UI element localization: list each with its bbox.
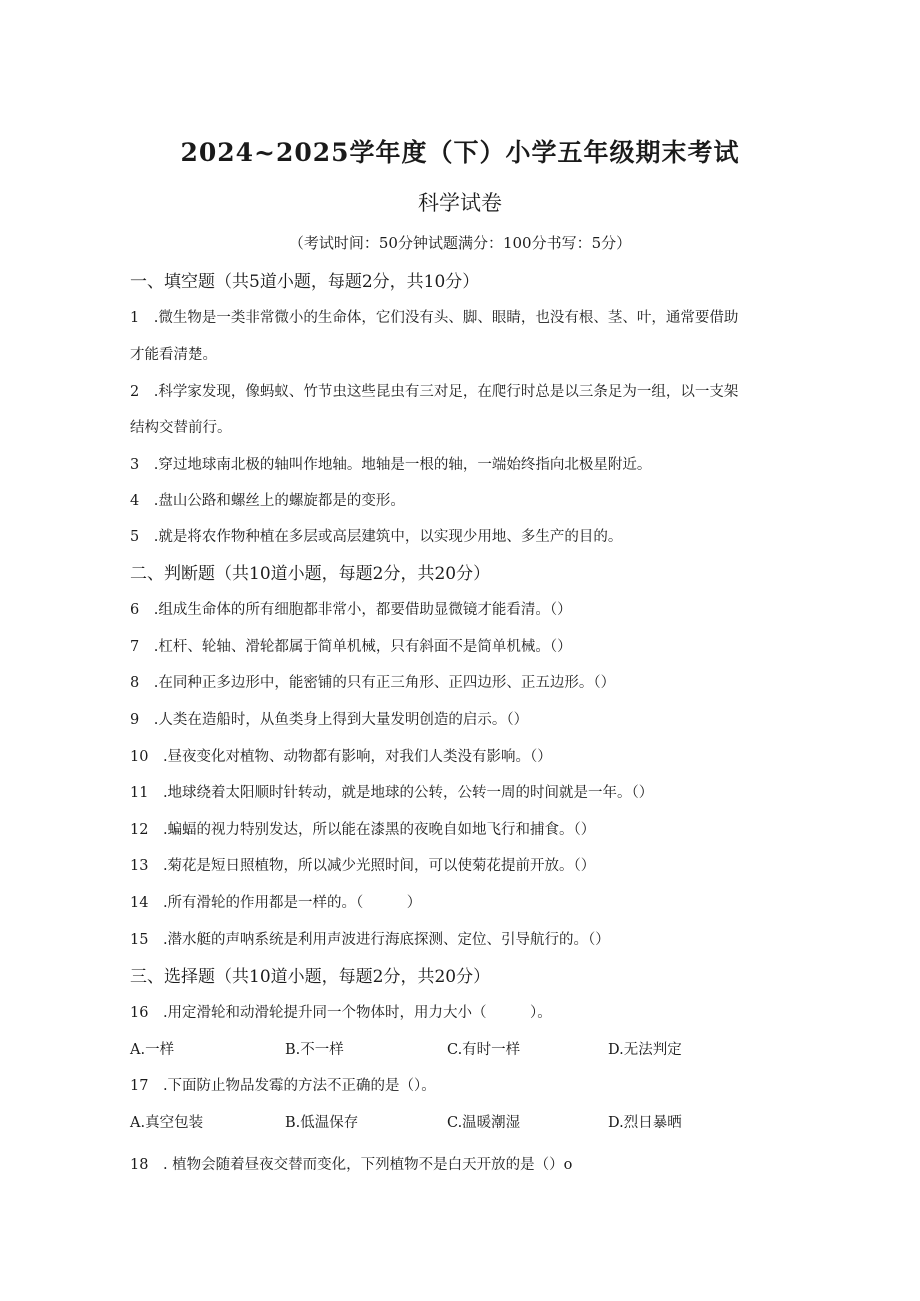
question-5: 5 .就是将农作物种植在多层或高层建筑中，以实现少用地、多生产的目的。 (130, 529, 623, 545)
question-1-line-2: 才能看清楚。 (130, 347, 217, 363)
question-14: 14 .所有滑轮的作用都是一样的。（ ） (130, 895, 422, 911)
question-7: 7 .杠杆、轮轴、滑轮都属于简单机械，只有斜面不是简单机械。（） (130, 639, 572, 655)
q16-option-b: B.不一样 (285, 1042, 344, 1058)
q17-option-b: B.低温保存 (285, 1115, 359, 1131)
q17-option-d: D.烈日暴晒 (608, 1115, 682, 1131)
section-heading-fill-blank: 一、填空题（共5道小题，每题2分，共10分） (130, 272, 480, 292)
exam-subtitle: 科学试卷 (418, 191, 502, 215)
question-6: 6 .组成生命体的所有细胞都非常小，都要借助显微镜才能看清。（） (130, 602, 572, 618)
question-16: 16 .用定滑轮和动滑轮提升同一个物体时，用力大小（ ）。 (130, 1005, 552, 1021)
question-12: 12 .蝙蝠的视力特别发达，所以能在漆黑的夜晚自如地飞行和捕食。（） (130, 822, 596, 838)
question-15: 15 .潜水艇的声呐系统是利用声波进行海底探测、定位、引导航行的。（） (130, 932, 610, 948)
question-8: 8 .在同种正多边形中，能密铺的只有正三角形、正四边形、正五边形。（） (130, 675, 616, 691)
exam-info: （考试时间：50分钟试题满分：100分书写：5分） (288, 234, 632, 252)
exam-title: 2024~2025学年度（下）小学五年级期末考试 (180, 138, 740, 167)
question-13: 13 .菊花是短日照植物，所以减少光照时间，可以使菊花提前开放。（） (130, 858, 596, 874)
question-11: 11 .地球绕着太阳顺时针转动，就是地球的公转，公转一周的时间就是一年。（） (130, 785, 654, 801)
question-3: 3 .穿过地球南北极的轴叫作地轴。地轴是一根的轴，一端始终指向北极星附近。 (130, 457, 652, 473)
question-1-line-1: 1 .微生物是一类非常微小的生命体，它们没有头、脚、眼睛，也没有根、茎、叶，通常要借助 (130, 310, 739, 326)
question-10: 10 .昼夜变化对植物、动物都有影响，对我们人类没有影响。（） (130, 749, 552, 765)
question-18: 18 . 植物会随着昼夜交替而变化，下列植物不是白天开放的是（）o (130, 1157, 573, 1173)
question-2-line-2: 结构交替前行。 (130, 420, 232, 436)
section-heading-multiple-choice: 三、选择题（共10道小题，每题2分，共20分） (130, 967, 491, 987)
question-2-line-1: 2 .科学家发现，像蚂蚁、竹节虫这些昆虫有三对足，在爬行时总是以三条足为一组，以一支架 (130, 384, 739, 400)
q17-option-c: C.温暖潮湿 (447, 1115, 521, 1131)
q16-option-c: C.有时一样 (447, 1042, 521, 1058)
question-17: 17 .下面防止物品发霉的方法不正确的是（）。 (130, 1078, 436, 1094)
question-4: 4 .盘山公路和螺丝上的螺旋都是的变形。 (130, 493, 405, 509)
q16-option-a: A.一样 (130, 1042, 175, 1058)
q16-option-d: D.无法判定 (608, 1042, 682, 1058)
question-9: 9 .人类在造船时，从鱼类身上得到大量发明创造的启示。（） (130, 712, 529, 728)
q17-option-a: A.真空包装 (130, 1115, 204, 1131)
section-heading-true-false: 二、判断题（共10道小题，每题2分，共20分） (130, 564, 491, 584)
